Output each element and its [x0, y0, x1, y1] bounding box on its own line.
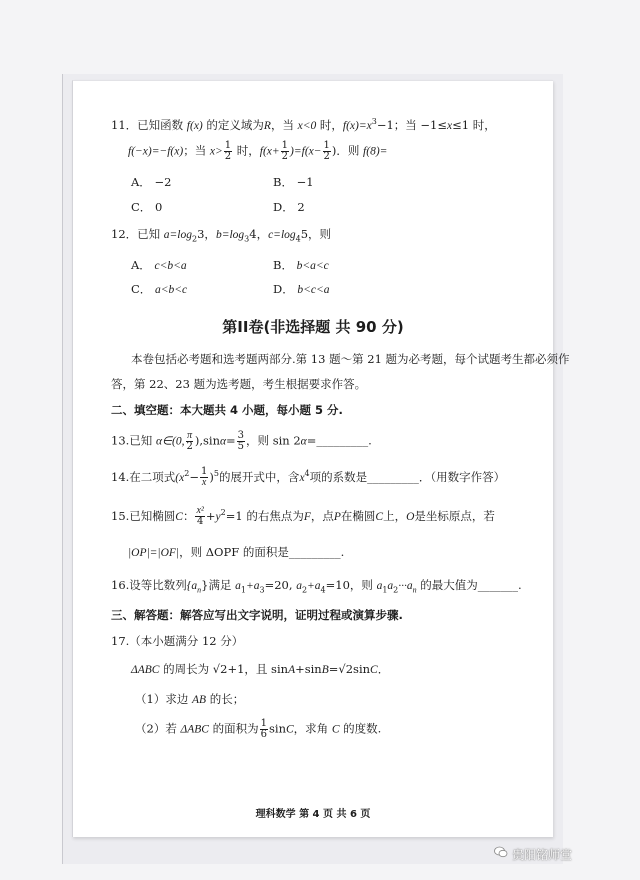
q15-line2: |OP|=|OF|，则 ΔOPF 的面积是_________. [128, 545, 345, 559]
section-2-title: 第II卷(非选择题 共 90 分) [222, 318, 404, 336]
q13: 13.已知 α∈(0, $\frac{\pi}{2}$ ),sinα= $\frac{3}{5}$ ，则 sin 2α=_________. [111, 430, 372, 452]
watermark-text: 贵阳铭师堂 [512, 848, 573, 862]
q11-line2: f(−x)=−f(x)；当 x> $\frac{1}{2}$ 时，f(x+ $\frac{1}{2}$ )=f(x− $\frac{1}{2}$ )．则 f(8)= [128, 140, 388, 162]
wechat-icon [494, 846, 508, 858]
part-3-header: 三、解答题：解答应写出文字说明，证明过程或演算步骤. [111, 608, 403, 622]
exam-page [72, 80, 570, 837]
q11-line1: 11．已知函数 f(x) 的定义域为R，当 x<0 时，$f(x)=x^3-1$；当 −1≤x≤1 时， [111, 117, 496, 132]
q17-head: 17.（本小题满分 12 分） [111, 634, 244, 648]
q11-option-b: B． −1 [273, 175, 314, 189]
q12-option-b: B． b<a<c [273, 258, 329, 272]
q11-option-c: C． 0 [131, 200, 163, 214]
q11-option-a: A． −2 [131, 175, 172, 189]
q17-sub-2: （2）若 ΔABC 的面积为 $\frac{1}{6}$ sinC，求角 C 的度数. [135, 718, 382, 740]
q12-option-c: C． a<b<c [131, 282, 188, 296]
intro-line-2: 答，第 22、23 题为选考题，考生根据要求作答。 [111, 377, 367, 391]
q12-stem: 12．已知 $a=\log_23$，$b=\log_34$，$c=\log_45$，则 [111, 227, 332, 244]
q17-sub-1: （1）求边 AB 的长； [135, 692, 245, 706]
q15-line1: 15.已知椭圆C： $\frac{\text{x²}}{4}$ $+y^2=1$ 的右焦点为F，点P在椭圆C上，O是坐标原点，若 [111, 505, 495, 528]
q17-stem: ΔABC 的周长为 √2+1，且 sinA+sinB=√2sinC． [131, 662, 390, 676]
q11-option-d: D． 2 [273, 200, 305, 214]
q16: 16.设等比数列$\{a_n\}$满足 $a_1+a_3=20$, $a_2+a_4=10$，则 $a_1a_2\cdot\cdot\cdot a_n$ 的最大值为_______. [111, 578, 522, 595]
q14: 14.在二项式($x^2-$ $\frac{1}{x}$ )$^5$的展开式中，含$x^4$项的系数是_________．（用数字作答） [111, 466, 506, 489]
fraction-half: $\frac{1}{2}$ [224, 140, 232, 162]
q12-option-d: D． b<c<a [273, 282, 330, 296]
part-2-header: 二、填空题：本大题共 4 小题，每小题 5 分. [111, 403, 343, 417]
q12-option-a: A． c<b<a [131, 258, 187, 272]
fraction-half: $\frac{1}{2}$ [323, 140, 330, 162]
page-footer: 理科数学 第 4 页 共 6 页 [255, 809, 371, 820]
intro-line-1: 本卷包括必考题和选考题两部分.第 13 题～第 21 题为必考题，每个试题考生都必须作 [131, 352, 570, 366]
fraction-half: $\frac{1}{2}$ [281, 140, 289, 162]
